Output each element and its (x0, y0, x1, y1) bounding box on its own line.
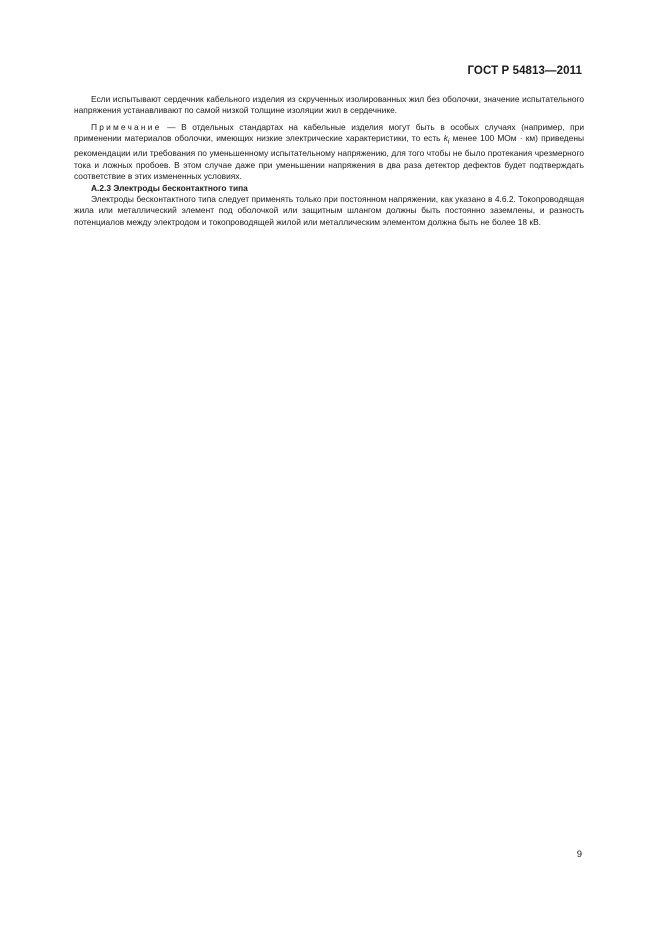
paragraph-contactless-electrodes: Электроды бесконтактного типа следует применять только при постоянном напряжении, как указано в 4.6.2. Токопроводящая жила или металлический элемент под оболочкой или защитным шлангом должны быть постоянно заземлены, и разность потенциалов между электродом и токопроводящей жилой или металлическим элементом должна быть не более 18 кВ. (74, 193, 584, 227)
note-dash: — (161, 121, 182, 132)
note-paragraph (74, 122, 584, 183)
page-number: 9 (576, 849, 582, 860)
page-content (74, 94, 584, 228)
note-label: Примечание (91, 121, 162, 132)
document-number: ГОСТ Р 54813—2011 (467, 65, 582, 77)
note-variable: k (443, 133, 448, 144)
section-heading: А.2.3 Электроды бесконтактного типа (91, 182, 248, 193)
note-text-part2: менее 100 МОм · км) приведены рекомендации или требования по уменьшенному испытательному напряжению, для того чтобы не было протекания чрезмерного тока и ложных пробоев. В этом случае даже при уменьшении напряжения в два раза детектор дефектов будет подтверждать соответствие в этих измененных условиях. (74, 133, 584, 182)
note-variable-subscript: i (447, 138, 450, 146)
paragraph-core-testing: Если испытывают сердечник кабельного изделия из скрученных изолированных жил без оболочки, значение испытательного напряжения устанавливают по самой низкой толщине изоляции жил в сердечнике. (74, 94, 584, 116)
note-text-part1: В отдельных стандартах на кабельные изделия могут быть в особых случаях (например, при применении материалов оболочки, имеющих низкие электрические характеристики, то есть (74, 121, 585, 144)
